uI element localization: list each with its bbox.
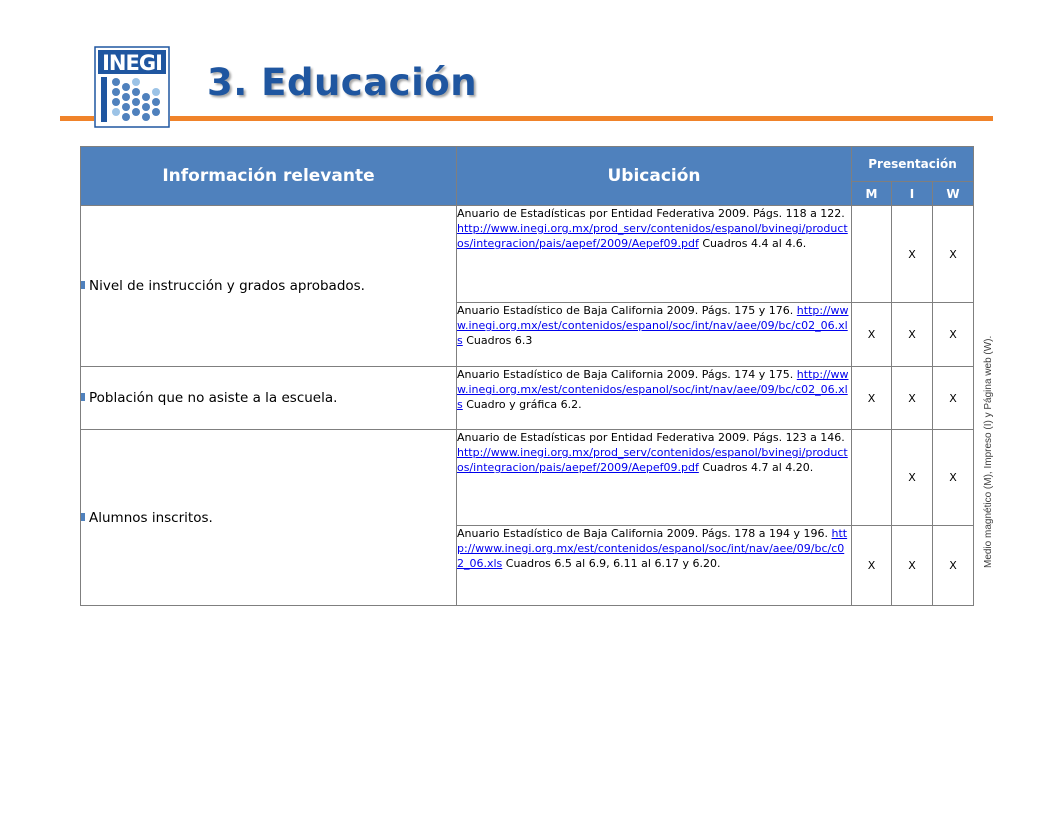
mark-w: X xyxy=(933,430,974,526)
mark-i: X xyxy=(892,430,933,526)
location-text: Anuario de Estadísticas por Entidad Federativa 2009. Págs. 123 a 146. xyxy=(457,431,845,444)
bullet-icon xyxy=(81,513,85,521)
mark-m: X xyxy=(852,367,892,430)
location-cell xyxy=(457,303,852,367)
location-text: Anuario Estadístico de Baja California 2009. Págs. 178 a 194 y 196. xyxy=(457,527,829,540)
svg-text:INEGI: INEGI xyxy=(102,51,162,75)
bullet-icon xyxy=(81,393,85,401)
mark-m: X xyxy=(852,303,892,367)
education-info-table xyxy=(80,146,974,606)
location-cell xyxy=(457,526,852,606)
mark-m xyxy=(852,430,892,526)
info-cell xyxy=(81,367,457,430)
info-label: Nivel de instrucción y grados aprobados. xyxy=(89,278,365,294)
info-label: Población que no asiste a la escuela. xyxy=(89,390,338,406)
location-cell xyxy=(457,206,852,303)
location-tables: Cuadro y gráfica 6.2. xyxy=(462,398,582,411)
info-label: Alumnos inscritos. xyxy=(89,509,213,526)
location-tables: Cuadros 6.5 al 6.9, 6.11 al 6.17 y 6.20. xyxy=(502,557,721,570)
mark-w: X xyxy=(933,526,974,606)
header-i: I xyxy=(892,182,933,206)
presentation-legend: Medio magnético (M), Impreso (I) y Página web (W). xyxy=(983,335,994,568)
location-text: Anuario Estadístico de Baja California 2009. Págs. 175 y 176. xyxy=(457,304,794,317)
mark-w: X xyxy=(933,367,974,430)
info-cell xyxy=(81,206,457,367)
table-row xyxy=(81,430,974,526)
location-text: Anuario Estadístico de Baja California 2009. Págs. 174 y 175. xyxy=(457,368,794,381)
table-row xyxy=(81,367,974,430)
orange-header-rule xyxy=(60,116,993,121)
source-link[interactable]: http://www.inegi.org.mx/prod_serv/contenidos/espanol/bvinegi/productos/integracion/pais/aepef/2009/Aepef09.pdf xyxy=(457,446,848,474)
location-cell xyxy=(457,367,852,430)
location-cell xyxy=(457,430,852,526)
mark-i: X xyxy=(892,526,933,606)
source-link[interactable]: http://www.inegi.org.mx/est/contenidos/espanol/soc/int/nav/aee/09/bc/c02_06.xls xyxy=(457,527,848,570)
source-link[interactable]: http://www.inegi.org.mx/est/contenidos/espanol/soc/int/nav/aee/09/bc/c02_06.xls xyxy=(457,304,849,347)
source-link[interactable]: http://www.inegi.org.mx/prod_serv/contenidos/espanol/bvinegi/productos/integracion/pais/aepef/2009/Aepef09.pdf xyxy=(457,222,848,250)
mark-m xyxy=(852,206,892,303)
mark-m: X xyxy=(852,526,892,606)
info-cell xyxy=(81,430,457,606)
location-text: Anuario de Estadísticas por Entidad Federativa 2009. Págs. 118 a 122. xyxy=(457,207,845,220)
table-row xyxy=(81,206,974,303)
location-tables: Cuadros 6.3 xyxy=(462,334,533,347)
mark-w: X xyxy=(933,206,974,303)
location-tables: Cuadros 4.4 al 4.6. xyxy=(702,237,807,250)
header-informacion-relevante: Información relevante xyxy=(81,147,457,206)
bullet-icon xyxy=(81,281,85,289)
mark-i: X xyxy=(892,206,933,303)
mark-i: X xyxy=(892,367,933,430)
mark-w: X xyxy=(933,303,974,367)
source-link[interactable]: http://www.inegi.org.mx/est/contenidos/espanol/soc/int/nav/aee/09/bc/c02_06.xls xyxy=(457,368,849,411)
header-ubicacion: Ubicación xyxy=(457,147,852,206)
header-m: M xyxy=(852,182,892,206)
page-title: 3. Educación xyxy=(207,61,478,104)
mark-i: X xyxy=(892,303,933,367)
header-w: W xyxy=(933,182,974,206)
inegi-logo xyxy=(94,46,170,128)
header-presentacion: Presentación xyxy=(852,147,974,182)
location-tables: Cuadros 4.7 al 4.20. xyxy=(702,461,814,474)
